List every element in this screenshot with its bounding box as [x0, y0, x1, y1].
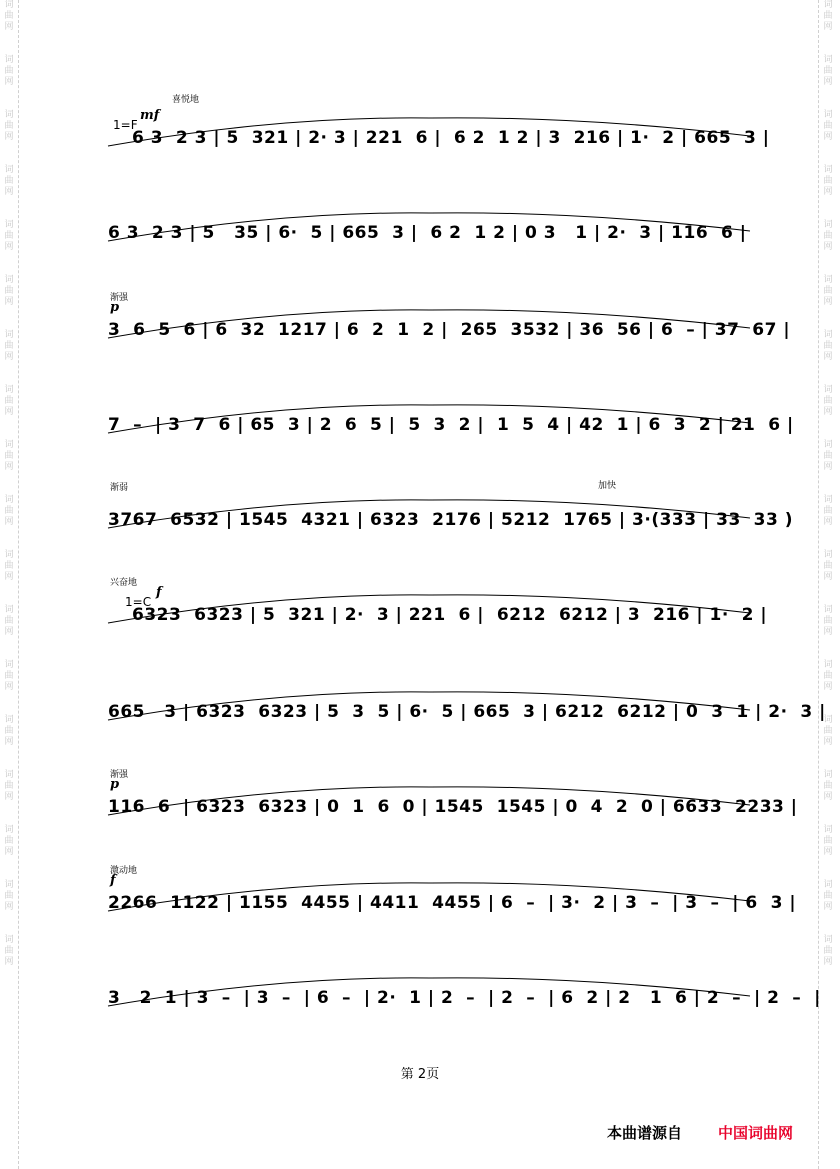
- watermark-text: 词曲网: [4, 440, 14, 472]
- watermark-text: 词曲网: [823, 550, 833, 582]
- page-number: 第 2页: [400, 1067, 440, 1082]
- watermark-text: 词曲网: [823, 110, 833, 142]
- watermark-text: 词曲网: [823, 605, 833, 637]
- expression-mark: 喜悦地: [172, 95, 200, 105]
- watermark-text: 词曲网: [4, 165, 14, 197]
- watermark-text: 词曲网: [823, 880, 833, 912]
- score-system: [0, 290, 840, 360]
- watermark-text: 词曲网: [4, 220, 14, 252]
- notation-line: 116 6 | 6323 6323 | 0 1 6 0 | 1545 1545 | 0 4 2 0 | 6633 2233 |: [108, 797, 798, 817]
- watermark-text: 词曲网: [823, 55, 833, 87]
- watermark-text: 词曲网: [823, 495, 833, 527]
- watermark-text: 词曲网: [823, 715, 833, 747]
- expression-mark: 渐弱: [110, 483, 129, 493]
- notation-line: 6 3 2 3 | 5 35 | 6· 5 | 665 3 | 6 2 1 2 | 0 3 1 | 2· 3 | 116 6 |: [108, 223, 747, 243]
- expression-mark: 加快: [598, 481, 617, 491]
- dynamic-mark: p: [110, 300, 120, 315]
- source-site-link[interactable]: 中国词曲网: [718, 1124, 794, 1142]
- expression-mark: 兴奋地: [110, 578, 138, 588]
- watermark-text: 词曲网: [823, 385, 833, 417]
- score-system: [0, 575, 840, 645]
- key-signature: 1=C: [125, 595, 152, 609]
- dynamic-mark: p: [110, 777, 120, 792]
- dynamic-mark: f: [156, 585, 162, 600]
- source-label: 本曲谱源自: [607, 1124, 683, 1142]
- notation-line: 7 – | 3 7 6 | 65 3 | 2 6 5 | 5 3 2 | 1 5 4 | 42 1 | 6 3 2 | 21 6 |: [108, 415, 794, 435]
- watermark-text: 词曲网: [4, 275, 14, 307]
- watermark-text: 词曲网: [823, 330, 833, 362]
- score-system: [0, 767, 840, 837]
- watermark-text: 词曲网: [4, 715, 14, 747]
- watermark-text: 词曲网: [823, 935, 833, 967]
- watermark-text: 词曲网: [4, 495, 14, 527]
- watermark-text: 词曲网: [823, 770, 833, 802]
- notation-line: 2266 1122 | 1155 4455 | 4411 4455 | 6 – | 3· 2 | 3 – | 3 – | 6 3 |: [108, 893, 797, 913]
- watermark-text: 词曲网: [823, 440, 833, 472]
- watermark-text: 词曲网: [4, 0, 14, 32]
- watermark-text: 词曲网: [4, 385, 14, 417]
- dynamic-mark: mf: [140, 108, 160, 123]
- notation-line: 3767 6532 | 1545 4321 | 6323 2176 | 5212 1765 | 3·(333 | 33 33 ): [108, 510, 793, 530]
- expression-mark: 渐强: [110, 293, 129, 303]
- watermark-text: 词曲网: [823, 825, 833, 857]
- notation-line: 6 3 2 3 | 5 321 | 2· 3 | 221 6 | 6 2 1 2 | 3 216 | 1· 2 | 665 3 |: [132, 128, 770, 148]
- watermark-text: 词曲网: [4, 770, 14, 802]
- expression-mark: 渐强: [110, 770, 129, 780]
- watermark-text: 词曲网: [823, 275, 833, 307]
- score-system: [0, 480, 840, 550]
- watermark-text: 词曲网: [4, 550, 14, 582]
- watermark-text: 词曲网: [4, 660, 14, 692]
- watermark-text: 词曲网: [4, 330, 14, 362]
- notation-line: 3 2 1 | 3 – | 3 – | 6 – | 2· 1 | 2 – | 2 – | 6 2 | 2 1 6 | 2 – | 2 – |: [108, 988, 821, 1008]
- score-system: [0, 385, 840, 455]
- score-system: [0, 672, 840, 742]
- watermark-text: 词曲网: [4, 55, 14, 87]
- score-system: [0, 958, 840, 1028]
- notation-line: 665 3 | 6323 6323 | 5 3 5 | 6· 5 | 665 3 | 6212 6212 | 0 3 1 | 2· 3 |: [108, 702, 826, 722]
- notation-line: 6323 6323 | 5 321 | 2· 3 | 221 6 | 6212 6212 | 3 216 | 1· 2 |: [132, 605, 768, 625]
- score-system: [0, 863, 840, 933]
- watermark-text: 词曲网: [823, 220, 833, 252]
- watermark-text: 词曲网: [823, 165, 833, 197]
- watermark-text: 词曲网: [823, 660, 833, 692]
- key-signature: 1=F: [113, 118, 138, 132]
- watermark-text: 词曲网: [4, 935, 14, 967]
- score-system: [0, 95, 840, 168]
- watermark-text: 词曲网: [4, 605, 14, 637]
- expression-mark: 激动地: [110, 866, 138, 876]
- watermark-text: 词曲网: [823, 0, 833, 32]
- watermark-text: 词曲网: [4, 880, 14, 912]
- watermark-text: 词曲网: [4, 825, 14, 857]
- score-system: [0, 193, 840, 263]
- notation-line: 3 6 5 6 | 6 32 1217 | 6 2 1 2 | 265 3532 | 36 56 | 6 – | 37 67 |: [108, 320, 791, 340]
- watermark-text: 词曲网: [4, 110, 14, 142]
- dynamic-mark: f: [110, 873, 116, 888]
